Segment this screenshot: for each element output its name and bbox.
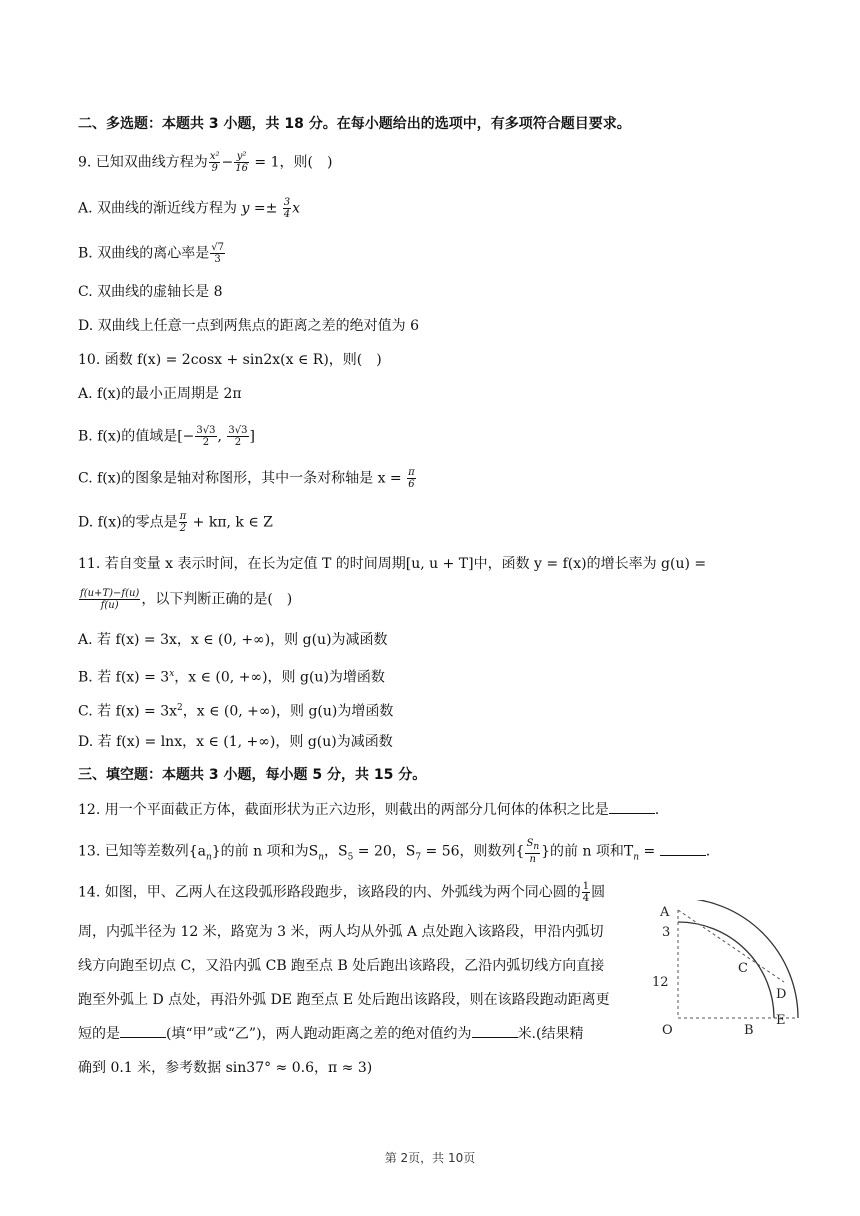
q13-frac: $\frac{S_n}{n}$ (526, 838, 540, 865)
page-footer: 第 2页，共 10页 (384, 1151, 476, 1165)
q13-f: }的前 n 项和T (541, 843, 634, 860)
q9-option-a-text: A. 双曲线的渐近线方程为 (78, 200, 238, 217)
question-14-line-6: 确到 0.1 米，参考数据 sin37° ≈ 0.6，π ≈ 3) (78, 1060, 373, 1076)
q9-frac-y: $\frac{\text{y²}}{16}$ (235, 151, 248, 174)
q9-a-frac: $\frac{3}{4}$ (283, 197, 291, 220)
q14-frac: $\frac{1}{4}$ (582, 881, 590, 904)
question-10-stem: 10. 函数 f(x) = 2cosx + sin2x(x ∈ R)，则( ) (78, 352, 382, 368)
label-b: B (744, 1023, 754, 1038)
q9-b-frac: $\frac{√7}{3}$ (211, 242, 224, 265)
question-11-stem-2 (78, 588, 292, 611)
question-14-line-2: 周，内弧半径为 12 米，路宽为 3 米，两人均从外弧 A 点处跑入该路段，甲沿内弧切 (78, 924, 604, 940)
q11-frac: $\frac{f(u+T)-f(u)}{f(u)}$ (80, 588, 140, 611)
question-14-line-5 (78, 1024, 583, 1044)
label-e: E (776, 1013, 786, 1028)
q13-e: = 56，则数列{ (421, 843, 525, 860)
q12-stem-text: 12. 用一个平面截正方体，截面形状为正六边形，则截出的两部分几何体的体积之比是 (78, 802, 609, 818)
q11-option-b-end: ，x ∈ (0, +∞)，则 g(u)为增函数 (174, 669, 385, 686)
q10-b-frac-2: $\frac{3√3}{2}$ (228, 425, 248, 448)
label-c: C (738, 961, 748, 976)
q13-c: ，S (323, 843, 348, 860)
section-title-fill-in: 三、填空题：本题共 3 小题，每小题 5 分，共 15 分。 (78, 767, 427, 783)
q14-line1-end: 圆 (591, 884, 606, 901)
question-12-stem: 12. 用一个平面截正方体，截面形状为正六边形，则截出的两部分几何体的体积之比是 . (78, 802, 660, 818)
q10-d-frac: $\frac{\pi}{2}$ (179, 511, 187, 534)
q13-g: = (639, 843, 656, 860)
question-11-stem: 11. 若自变量 x 表示时间，在长为定值 T 的时间周期[u, u + T]中，函数 y = f(x)的增长率为 g(u) = (78, 556, 707, 572)
q11-option-c-end: ，x ∈ (0, +∞)，则 g(u)为增函数 (182, 703, 394, 720)
question-14-line-3: 线方向跑至切点 C，又沿内弧 CB 跑至点 B 处后跑出该路段，乙沿内弧切线方向直接 (78, 958, 605, 974)
q14-arc-figure (652, 900, 802, 1040)
q10-c-frac: $\frac{\pi}{6}$ (408, 467, 415, 490)
label-o: O (662, 1023, 673, 1038)
q9-stem-text: 9. 已知双曲线方程为 (78, 154, 208, 171)
q10-option-d-text: D. f(x)的零点是 (78, 514, 178, 531)
question-9-stem: 9. 已知双曲线方程为 $\frac{\text{x²}}{9}$ − $\frac{\text{y²}}{16}$ = 1，则( ) (78, 151, 333, 174)
q10-option-c (78, 467, 417, 490)
q10-option-a: A. f(x)的最小正周期是 2π (78, 386, 242, 402)
q11-option-b-text: B. 若 f(x) = 3 (78, 669, 170, 686)
inner-arc (678, 922, 774, 1018)
q9-stem-end: ，则( ) (279, 154, 333, 171)
q9-option-c: C. 双曲线的虚轴长是 8 (78, 284, 223, 300)
q10-b-frac-1: $\frac{3√3}{2}$ (196, 425, 216, 448)
q14-line5-c: 米.(结果精 (517, 1026, 584, 1042)
q14-line5-a: 短的是 (78, 1026, 120, 1042)
label-3: 3 (662, 925, 671, 940)
question-13-stem: 13. 已知等差数列$\{a_n\}$的前 n 项和为$S_n$，$S_5 = 20$，$S_7 = 56$，则数列{ $\frac{S_n}{n}$ }的前 n 项和$T_n$ = . (78, 838, 711, 865)
q11-option-d: D. 若 f(x) = lnx，x ∈ (1, +∞)，则 g(u)为减函数 (78, 734, 393, 750)
q9-option-d: D. 双曲线上任意一点到两焦点的距离之差的绝对值为 6 (78, 318, 419, 334)
q9-option-b (78, 242, 226, 265)
q11-option-c: C. 若 $f(x) = 3x^2$，x ∈ (0, +∞)，则 g(u)为增函数 (78, 703, 394, 720)
q9-frac-x: $\frac{\text{x²}}{9}$ (209, 151, 220, 174)
q10-option-d (78, 511, 273, 534)
q13-b: }的前 n 项和为S (211, 843, 319, 860)
q11-stem2-text: ，以下判断正确的是( ) (141, 591, 293, 608)
label-d: D (776, 987, 787, 1002)
question-14-line-4: 跑至外弧上 D 点处，再沿外弧 DE 跑至点 E 处后跑出该路段，则在该路段跑动距离更 (78, 992, 610, 1008)
q11-option-a: A. 若 f(x) = 3x，x ∈ (0, +∞)，则 g(u)为减函数 (78, 632, 388, 648)
q14-line5-b: (填“甲”或“乙”)，两人跑动距离之差的绝对值约为 (166, 1026, 472, 1042)
q13-answer-blank[interactable] (660, 842, 706, 856)
q14-answer-blank-2[interactable] (472, 1024, 518, 1038)
q10-option-c-text: C. f(x)的图象是轴对称图形，其中一条对称轴是 x = (78, 470, 402, 487)
q11-option-c-text: C. 若 f(x) = 3x (78, 703, 177, 720)
q13-a: 13. 已知等差数列{a (78, 843, 206, 860)
q9-option-b-text: B. 双曲线的离心率是 (78, 245, 210, 262)
q12-answer-blank[interactable] (609, 800, 655, 814)
q10-option-d-end: + kπ, k ∈ Z (188, 514, 273, 531)
tangent-line-ad (678, 910, 784, 982)
q10-option-b: B. f(x)的值域是[− $\frac{3√3}{2}$ , $\frac{3√3}{2}$ ] (78, 425, 255, 448)
q9-option-a: A. 双曲线的渐近线方程为 y =± $\frac{3}{4}$ x (78, 197, 301, 220)
question-14-line-1 (78, 881, 605, 904)
q13-d: = 20，S (353, 843, 416, 860)
q11-option-b: B. 若 $f(x) = 3^x$，x ∈ (0, +∞)，则 g(u)为增函数 (78, 669, 385, 686)
label-12: 12 (652, 975, 669, 990)
q14-answer-blank-1[interactable] (120, 1024, 166, 1038)
label-a: A (660, 905, 670, 920)
section-title-multiple-choice: 二、多选题：本题共 3 小题，共 18 分。在每小题给出的选项中，有多项符合题目要求。 (78, 116, 631, 132)
q14-line1-text: 14. 如图，甲、乙两人在这段弧形路段跑步，该路段的内、外弧线为两个同心圆的 (78, 884, 581, 901)
q10-option-b-text: B. f(x)的值域是 (78, 428, 178, 445)
